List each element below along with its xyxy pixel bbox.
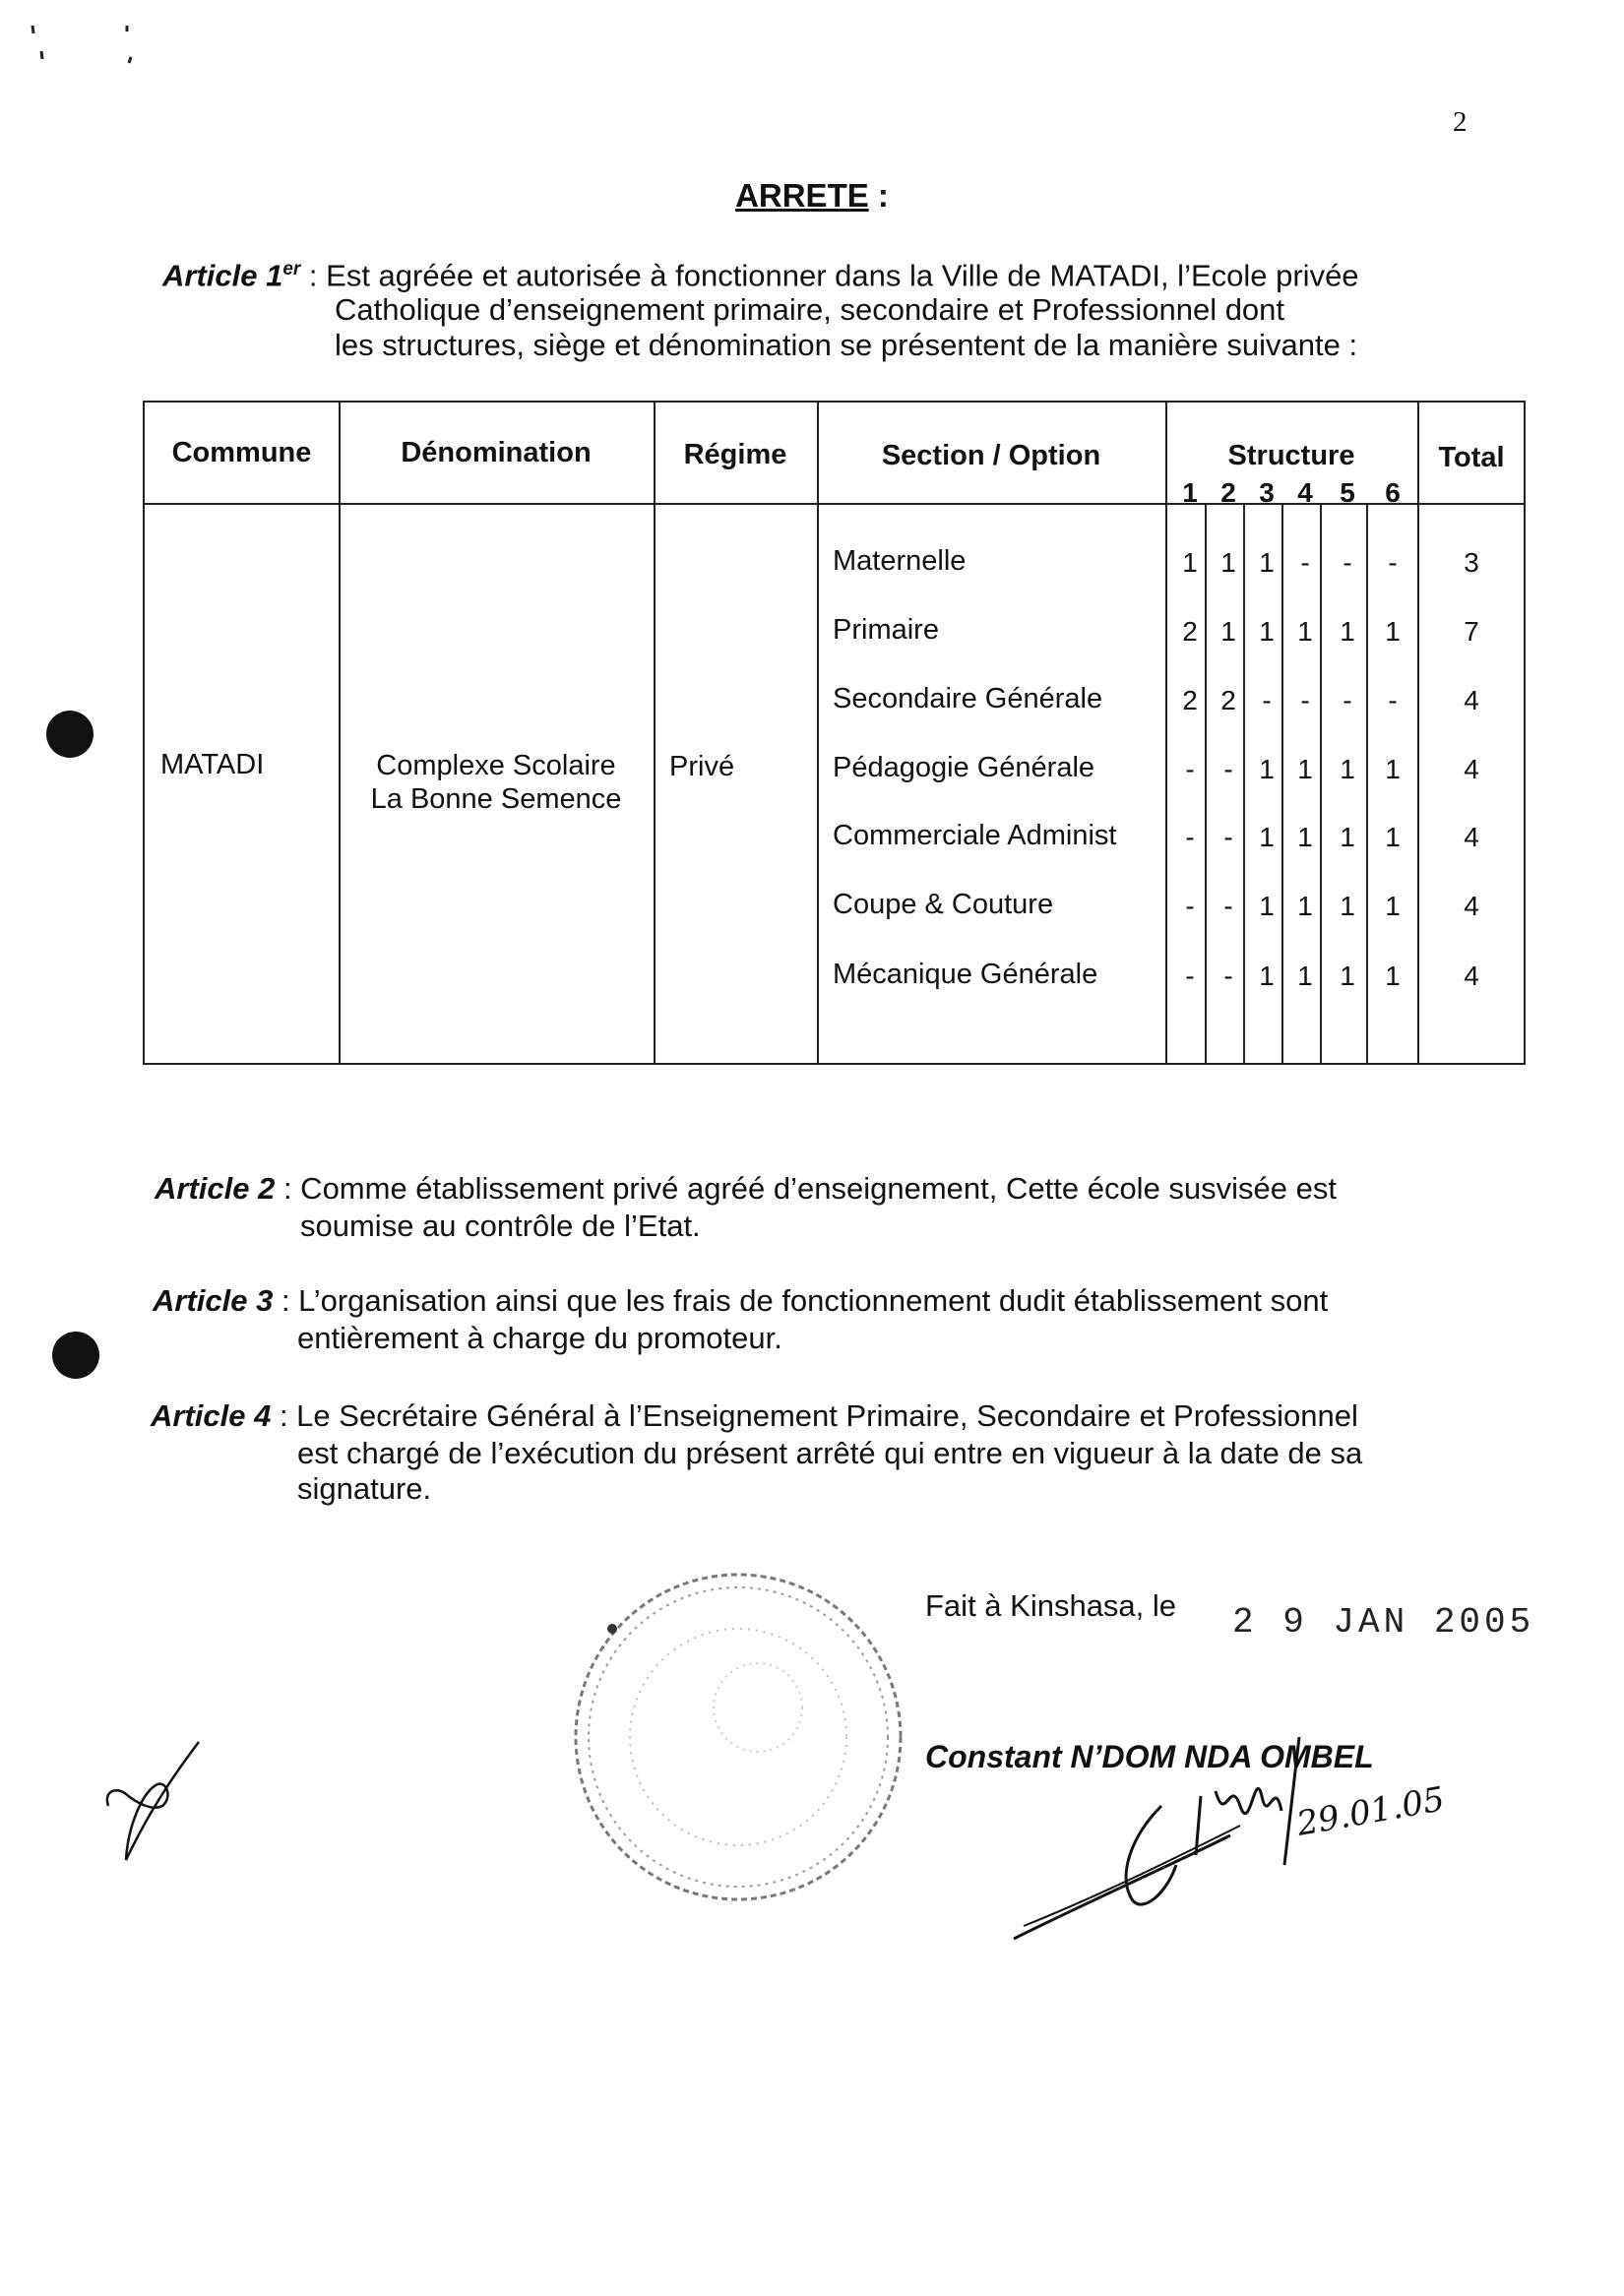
structure-subcolumn-divider — [1205, 503, 1207, 1063]
article-1-line: Catholique d’enseignement primaire, secondaire et Professionnel dont — [335, 292, 1285, 327]
article-2-label: Article 2 — [155, 1171, 276, 1206]
denomination-line: Complexe Scolaire — [376, 750, 616, 781]
hole-punch-mark — [46, 711, 94, 758]
article-1-line: les structures, siège et dénomination se présentent de la manière suivante : — [335, 328, 1358, 362]
structure-cell: - — [1300, 547, 1310, 578]
section-option-cell: Maternelle — [833, 545, 967, 577]
place-and-date-label: Fait à Kinshasa, le — [925, 1588, 1177, 1623]
structure-cell: - — [1223, 961, 1233, 991]
structure-cell: 1 — [1259, 754, 1275, 784]
structure-cell: 1 — [1182, 547, 1198, 578]
total-cell: 4 — [1464, 685, 1479, 715]
structure-cell: 1 — [1220, 547, 1236, 578]
structure-cell: 1 — [1297, 754, 1313, 784]
article-2-text: : Comme établissement privé agréé d’enseignement, Cette école susvisée est — [275, 1171, 1338, 1206]
structure-cell: - — [1185, 961, 1195, 991]
structure-cell: 1 — [1259, 891, 1275, 921]
commune-value: MATADI — [160, 749, 265, 780]
structure-subcolumn-divider — [1320, 503, 1322, 1063]
structure-cell: - — [1343, 685, 1352, 715]
article-4-line: est chargé de l’exécution du présent arrêté qui entre en vigueur à la date de sa — [297, 1436, 1363, 1470]
article-2-line: soumise au contrôle de l’Etat. — [300, 1209, 701, 1243]
structure-cell: 1 — [1385, 961, 1401, 991]
handwritten-initials — [98, 1737, 217, 1875]
section-option-cell: Secondaire Générale — [833, 683, 1103, 714]
column-divider — [817, 403, 819, 1063]
structure-column-number: 2 — [1220, 477, 1236, 508]
structure-subcolumn-divider — [1366, 503, 1368, 1063]
column-divider — [654, 403, 656, 1063]
date-stamp: 2 9 JAN 2005 — [1232, 1602, 1535, 1643]
structure-cell: 1 — [1385, 754, 1401, 784]
structure-cell: 2 — [1182, 685, 1198, 715]
page-number: 2 — [1453, 106, 1468, 138]
article-4-line: signature. — [297, 1471, 432, 1506]
header-regime: Régime — [683, 439, 787, 470]
structure-column-number: 4 — [1297, 477, 1313, 508]
structure-cell: - — [1185, 891, 1195, 921]
structure-table — [143, 401, 1526, 1065]
column-divider — [339, 403, 341, 1063]
official-seal-stamp — [561, 1560, 915, 1914]
header-denomination: Dénomination — [401, 437, 592, 468]
section-option-cell: Pédagogie Générale — [833, 752, 1095, 783]
structure-cell: 1 — [1385, 891, 1401, 921]
structure-cell: - — [1185, 754, 1195, 784]
section-option-cell: Primaire — [833, 614, 939, 646]
title-suffix: : — [868, 177, 889, 214]
structure-cell: 1 — [1385, 822, 1401, 852]
structure-cell: 1 — [1259, 961, 1275, 991]
structure-cell: - — [1262, 685, 1272, 715]
article-4-text: : Le Secrétaire Général à l’Enseignement Primaire, Secondaire et Professionnel — [271, 1398, 1358, 1433]
structure-cell: 1 — [1340, 822, 1355, 852]
structure-cell: 1 — [1297, 961, 1313, 991]
structure-cell: - — [1343, 547, 1352, 578]
regime-value: Privé — [669, 751, 735, 782]
structure-cell: 1 — [1340, 891, 1355, 921]
structure-cell: 1 — [1340, 754, 1355, 784]
article-1-label: Article 1 — [162, 258, 283, 293]
structure-cell: 1 — [1297, 616, 1313, 647]
hole-punch-mark — [52, 1332, 99, 1379]
title-text: ARRETE — [735, 177, 869, 214]
structure-column-number: 1 — [1182, 477, 1198, 508]
handwritten-signature — [1004, 1717, 1476, 1954]
article-3-line: entièrement à charge du promoteur. — [297, 1321, 782, 1355]
structure-column-number: 5 — [1340, 477, 1355, 508]
structure-cell: - — [1223, 822, 1233, 852]
structure-cell: 1 — [1385, 616, 1401, 647]
handwritten-date-annotation: 29.01.05 — [1293, 1779, 1448, 1844]
article-2-first-line — [155, 1171, 1464, 1207]
article-4-label: Article 4 — [151, 1398, 272, 1433]
column-divider — [1165, 403, 1167, 1063]
article-1-first-line — [162, 252, 1481, 293]
article-1-text: : Est agréée et autorisée à fonctionner dans la Ville de MATADI, l’Ecole privée — [300, 258, 1359, 293]
article-1-label-sup: er — [282, 259, 301, 279]
structure-cell: 1 — [1297, 891, 1313, 921]
structure-cell: 2 — [1182, 616, 1198, 647]
structure-subcolumn-divider — [1243, 503, 1245, 1063]
article-3-text: : L’organisation ainsi que les frais de fonctionnement dudit établissement sont — [273, 1283, 1329, 1318]
denomination-line: La Bonne Semence — [370, 783, 622, 815]
denomination-value — [339, 749, 654, 816]
total-cell: 7 — [1464, 616, 1479, 647]
article-4-first-line — [151, 1398, 1474, 1434]
article-4-continuation — [297, 1436, 1468, 1507]
structure-cell: 1 — [1220, 616, 1236, 647]
structure-cell: 1 — [1340, 961, 1355, 991]
article-3-continuation — [297, 1321, 1459, 1356]
section-option-cell: Coupe & Couture — [833, 889, 1054, 920]
structure-column-number: 3 — [1259, 477, 1275, 508]
structure-cell: 1 — [1259, 616, 1275, 647]
structure-cell: 2 — [1220, 685, 1236, 715]
header-commune: Commune — [171, 437, 312, 468]
signatory-name: Constant N’DOM NDA OMBEL — [925, 1739, 1374, 1774]
structure-cell: - — [1185, 822, 1195, 852]
article-1-continuation — [335, 292, 1476, 363]
structure-column-number: 6 — [1385, 477, 1401, 508]
total-cell: 4 — [1464, 822, 1479, 852]
structure-cell: - — [1388, 685, 1398, 715]
total-cell: 4 — [1464, 754, 1479, 784]
header-total: Total — [1438, 442, 1505, 473]
article-3-label: Article 3 — [153, 1283, 274, 1318]
structure-cell: - — [1223, 754, 1233, 784]
structure-subcolumn-divider — [1281, 503, 1283, 1063]
article-2-continuation — [300, 1209, 1462, 1244]
structure-cell: 1 — [1259, 822, 1275, 852]
section-option-cell: Mécanique Générale — [833, 959, 1098, 990]
total-cell: 3 — [1464, 547, 1479, 578]
section-option-cell: Commerciale Administ — [833, 820, 1117, 851]
document-title — [0, 177, 1624, 215]
header-section-option: Section / Option — [881, 440, 1101, 471]
column-divider — [1417, 403, 1419, 1063]
article-3-first-line — [153, 1283, 1467, 1319]
scan-marks — [25, 18, 143, 77]
structure-cell: 1 — [1340, 616, 1355, 647]
header-structure: Structure — [1227, 440, 1355, 471]
structure-cell: - — [1223, 891, 1233, 921]
total-cell: 4 — [1464, 961, 1479, 991]
total-cell: 4 — [1464, 891, 1479, 921]
structure-cell: 1 — [1297, 822, 1313, 852]
structure-cell: - — [1388, 547, 1398, 578]
structure-cell: - — [1300, 685, 1310, 715]
structure-cell: 1 — [1259, 547, 1275, 578]
